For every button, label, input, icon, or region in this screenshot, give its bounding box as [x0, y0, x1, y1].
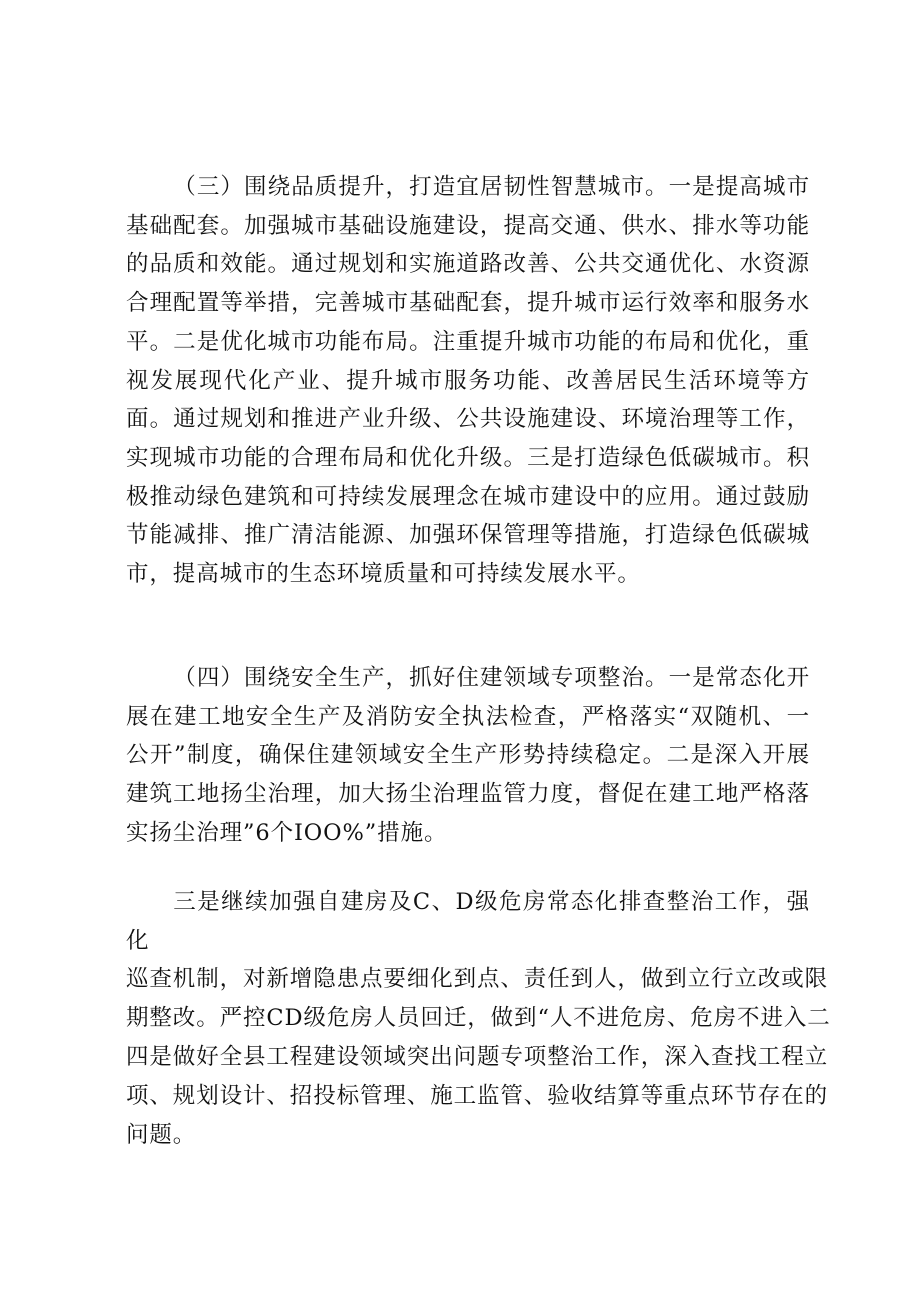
paragraph-text: 三是继续加强自建房及C、D级危房常态化排查整治工作，强化: [126, 889, 810, 954]
paragraph-text: （三）围绕品质提升，打造宜居韧性智慧城市。一是提高城市基础配套。加强城市基础设施建设，提高交通、供水、排水等功能的品质和效能。通过规划和实施道路改善、公共交通优化、水资源合理配置等举措，完善城市基础配套，提升城市运行效率和服务水平。二是优化城市功能布局。注重提升城市功能的布局和优化，重视发展现代化产业、提升城市服务功能、改善居民生活环境等方面。通过规划和推进产业升级、公共设施建设、环境治理等工作，实现城市功能的合理布局和优化升级。三是打造绿色低碳城市。积极推动绿色建筑和可持续发展理念在城市建设中的应用。通过鼓励节能减排、推广清洁能源、加强环保管理等措施，打造绿色低碳城市，提高城市的生态环境质量和可持续发展水平。: [126, 174, 810, 588]
text-line: 项、规划设计、招投标管理、施工监管、验收结算等重点环节存在的: [126, 1083, 829, 1109]
text-line: 问题。: [126, 1122, 197, 1148]
paragraph-safety-production: [126, 659, 810, 853]
paragraph-text: （四）围绕安全生产，抓好住建领域专项整治。一是常态化开展在建工地安全生产及消防安全执法检查，严格落实“双随机、一公开”制度，确保住建领域安全生产形势持续稳定。二是深入开展建筑工地扬尘治理，加大扬尘治理监管力度，督促在建工地严格落实扬尘治理”6个IOO%”措施。: [126, 665, 810, 846]
text-line: 四是做好全县工程建设领域突出问题专项整治工作，深入查找工程立: [126, 1044, 829, 1070]
paragraph-urban-quality: [126, 168, 810, 594]
paragraph-dangerous-housing: [126, 883, 810, 960]
text-line: 期整改。严控CD级危房人员回迁，做到“人不进危房、危房不进入二: [126, 1005, 831, 1031]
text-line: 巡查机制，对新增隐患点要细化到点、责任到人，做到立行立改或限: [126, 966, 829, 992]
